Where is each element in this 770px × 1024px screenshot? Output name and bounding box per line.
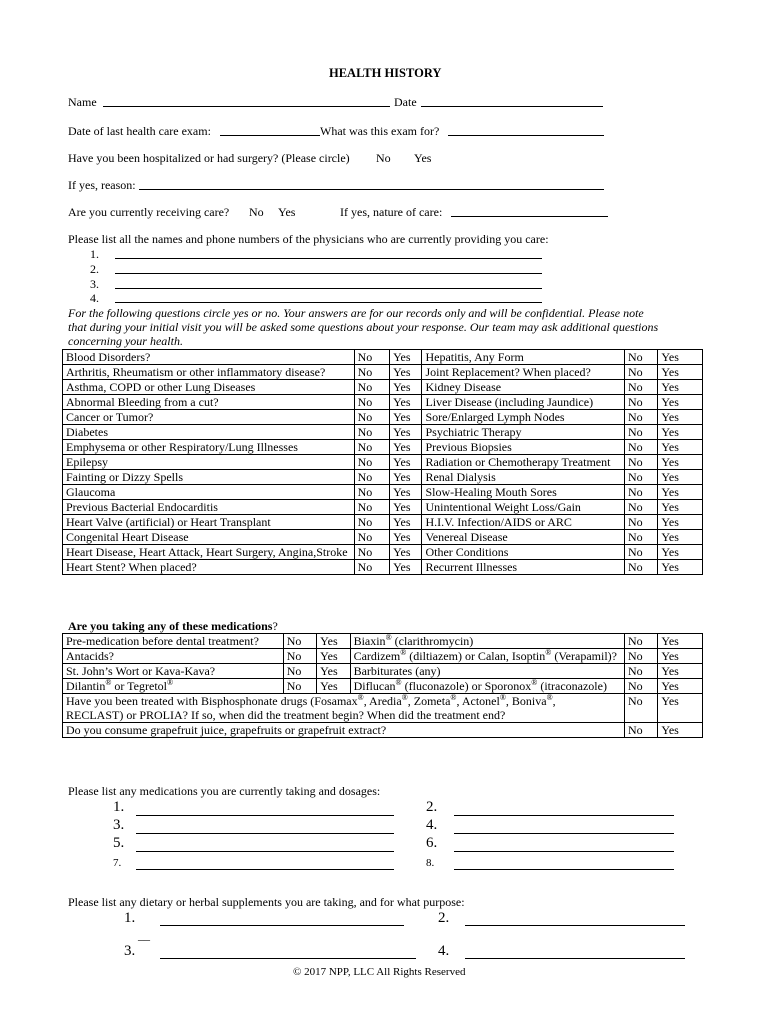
instructions-line: that during your initial visit you will be asked some questions about your response. Our team may ask additional questions	[68, 320, 659, 334]
answer-no[interactable]: No	[625, 545, 658, 560]
answer-yes[interactable]: Yes	[390, 545, 422, 560]
answer-no[interactable]: No	[354, 485, 389, 500]
answer-no[interactable]: No	[625, 440, 658, 455]
answer-yes[interactable]: Yes	[390, 440, 422, 455]
receiving-care-no[interactable]: No	[249, 205, 264, 219]
condition-label: Sore/Enlarged Lymph Nodes	[422, 410, 625, 425]
answer-no[interactable]: No	[624, 664, 657, 679]
grapefruit-question: Do you consume grapefruit juice, grapefruits or grapefruit extract?	[63, 723, 625, 738]
supplement-number: 2.	[438, 910, 450, 926]
last-exam-field[interactable]	[220, 135, 320, 136]
answer-no[interactable]: No	[283, 664, 316, 679]
condition-label: Glaucoma	[63, 485, 355, 500]
answer-no[interactable]: No	[625, 410, 658, 425]
table-row	[63, 545, 703, 560]
answer-no[interactable]: No	[625, 515, 658, 530]
answer-no[interactable]: No	[354, 365, 389, 380]
table-row	[63, 694, 703, 723]
medication-label: Biaxin® (clarithromycin)	[350, 634, 624, 649]
answer-no[interactable]: No	[283, 634, 316, 649]
answer-yes[interactable]: Yes	[390, 365, 422, 380]
medication-label: Antacids?	[63, 649, 284, 664]
answer-yes[interactable]: Yes	[658, 395, 703, 410]
answer-yes[interactable]: Yes	[390, 350, 422, 365]
hospitalized-no[interactable]: No	[376, 151, 391, 165]
answer-yes[interactable]: Yes	[390, 500, 422, 515]
answer-yes[interactable]: Yes	[390, 410, 422, 425]
receiving-care-yes[interactable]: Yes	[278, 205, 296, 219]
answer-yes[interactable]: Yes	[658, 664, 703, 679]
table-row	[63, 455, 703, 470]
medication-label: Barbiturates (any)	[350, 664, 624, 679]
answer-no[interactable]: No	[625, 350, 658, 365]
answer-no[interactable]: No	[624, 634, 657, 649]
med-line[interactable]	[136, 815, 394, 816]
bisphosphonate-question: Have you been treated with Bisphosphonate drugs (Fosamax®, Aredia®, Zometa®, Actonel®, Boniva®,	[66, 693, 556, 708]
condition-label: Joint Replacement? When placed?	[422, 365, 625, 380]
answer-no[interactable]: No	[354, 530, 389, 545]
condition-label: Venereal Disease	[422, 530, 625, 545]
answer-no[interactable]: No	[354, 350, 389, 365]
table-row	[63, 679, 703, 694]
answer-no[interactable]: No	[354, 500, 389, 515]
current-meds-prompt: Please list any medications you are currently taking and dosages:	[68, 784, 381, 798]
answer-no[interactable]: No	[625, 530, 658, 545]
condition-label: H.I.V. Infection/AIDS or ARC	[422, 515, 625, 530]
answer-no[interactable]: No	[354, 395, 389, 410]
medication-label: Cardizem® (diltiazem) or Calan, Isoptin® (Verapamil)?	[350, 649, 624, 664]
table-row	[63, 395, 703, 410]
answer-yes[interactable]: Yes	[658, 545, 703, 560]
answer-yes[interactable]: Yes	[658, 350, 703, 365]
med-line[interactable]	[454, 869, 674, 870]
answer-yes[interactable]: Yes	[658, 380, 703, 395]
instructions-line: concerning your health.	[68, 334, 183, 348]
condition-label: Liver Disease (including Jaundice)	[422, 395, 625, 410]
name-field[interactable]	[103, 106, 390, 107]
table-row	[63, 440, 703, 455]
answer-no[interactable]: No	[625, 455, 658, 470]
med-number: 1.	[113, 799, 125, 815]
page-title: HEALTH HISTORY	[329, 66, 442, 80]
answer-no[interactable]: No	[624, 649, 657, 664]
answer-yes[interactable]: Yes	[658, 440, 703, 455]
condition-label: Abnormal Bleeding from a cut?	[63, 395, 355, 410]
med-number: 8.	[426, 857, 435, 869]
answer-yes[interactable]: Yes	[658, 425, 703, 440]
answer-yes[interactable]: Yes	[390, 395, 422, 410]
condition-label: Heart Disease, Heart Attack, Heart Surgery, Angina,Stroke	[63, 545, 355, 560]
answer-no[interactable]: No	[625, 485, 658, 500]
supplement-number: 4.	[438, 943, 450, 959]
med-number: 2.	[426, 799, 438, 815]
med-line[interactable]	[136, 851, 394, 852]
condition-label: Epilepsy	[63, 455, 355, 470]
condition-label: Emphysema or other Respiratory/Lung Illnesses	[63, 440, 355, 455]
table-row	[63, 425, 703, 440]
answer-yes[interactable]: Yes	[658, 455, 703, 470]
answer-yes[interactable]: Yes	[390, 455, 422, 470]
condition-label: Cancer or Tumor?	[63, 410, 355, 425]
supplement-line[interactable]	[465, 958, 685, 959]
answer-yes[interactable]: Yes	[658, 679, 703, 694]
nature-of-care-field[interactable]	[451, 216, 608, 217]
hospitalized-label: Have you been hospitalized or had surgery? (Please circle)	[68, 151, 350, 165]
reason-field[interactable]	[139, 189, 604, 190]
table-row	[63, 410, 703, 425]
med-line[interactable]	[136, 869, 394, 870]
medication-label: Dilantin® or Tegretol®	[63, 679, 284, 694]
reason-label: If yes, reason:	[68, 178, 136, 192]
instructions-line: For the following questions circle yes or no. Your answers are for our records only and will be confidential. Please note	[68, 306, 644, 320]
answer-yes[interactable]: Yes	[658, 365, 703, 380]
answer-yes[interactable]: Yes	[658, 410, 703, 425]
answer-no[interactable]: No	[625, 500, 658, 515]
answer-yes[interactable]: Yes	[658, 470, 703, 485]
answer-yes[interactable]: Yes	[658, 530, 703, 545]
copyright-footer: © 2017 NPP, LLC All Rights Reserved	[293, 966, 466, 978]
answer-no[interactable]: No	[354, 545, 389, 560]
condition-label: Psychiatric Therapy	[422, 425, 625, 440]
physician-line[interactable]	[115, 273, 542, 274]
medication-label: Diflucan® (fluconazole) or Sporonox® (itraconazole)	[350, 679, 624, 694]
supplement-line[interactable]	[160, 958, 416, 959]
med-number: 4.	[426, 817, 438, 833]
condition-label: Asthma, COPD or other Lung Diseases	[63, 380, 355, 395]
answer-no[interactable]: No	[624, 723, 657, 738]
answer-yes[interactable]: Yes	[390, 470, 422, 485]
table-row	[63, 530, 703, 545]
date-label: Date	[394, 95, 417, 109]
answer-yes[interactable]: Yes	[390, 485, 422, 500]
condition-label: Kidney Disease	[422, 380, 625, 395]
answer-no[interactable]: No	[354, 425, 389, 440]
conditions-table	[62, 349, 703, 575]
receiving-care-label: Are you currently receiving care?	[68, 205, 230, 219]
table-row	[63, 365, 703, 380]
answer-yes[interactable]: Yes	[658, 560, 703, 575]
table-row	[63, 470, 703, 485]
physician-number: 2.	[90, 262, 99, 276]
answer-yes[interactable]: Yes	[658, 485, 703, 500]
medication-label: St. John’s Wort or Kava-Kava?	[63, 664, 284, 679]
physician-line[interactable]	[115, 302, 542, 303]
med-line[interactable]	[454, 815, 674, 816]
answer-no[interactable]: No	[354, 440, 389, 455]
med-number: 7.	[113, 857, 122, 869]
answer-no[interactable]: No	[354, 455, 389, 470]
condition-label: Fainting or Dizzy Spells	[63, 470, 355, 485]
answer-yes[interactable]: Yes	[658, 694, 703, 723]
medication-label: Pre-medication before dental treatment?	[63, 634, 284, 649]
supplement-number: 3.	[124, 943, 136, 959]
answer-no[interactable]: No	[354, 380, 389, 395]
answer-no[interactable]: No	[625, 365, 658, 380]
last-exam-label: Date of last health care exam:	[68, 124, 211, 138]
nature-of-care-label: If yes, nature of care:	[340, 205, 443, 219]
condition-label: Arthritis, Rheumatism or other inflammatory disease?	[63, 365, 355, 380]
answer-yes[interactable]: Yes	[317, 664, 350, 679]
answer-no[interactable]: No	[625, 425, 658, 440]
condition-label: Heart Valve (artificial) or Heart Transplant	[63, 515, 355, 530]
condition-label: Heart Stent? When placed?	[63, 560, 355, 575]
answer-no[interactable]: No	[283, 649, 316, 664]
answer-no[interactable]: No	[354, 515, 389, 530]
answer-yes[interactable]: Yes	[658, 515, 703, 530]
table-row	[63, 380, 703, 395]
physician-number: 4.	[90, 291, 99, 305]
condition-label: Recurrent Illnesses	[422, 560, 625, 575]
answer-yes[interactable]: Yes	[390, 515, 422, 530]
table-row	[63, 515, 703, 530]
condition-label: Previous Biopsies	[422, 440, 625, 455]
condition-label: Diabetes	[63, 425, 355, 440]
answer-yes[interactable]: Yes	[658, 634, 703, 649]
condition-label: Previous Bacterial Endocarditis	[63, 500, 355, 515]
medications-table	[62, 633, 703, 738]
physician-line[interactable]	[115, 288, 542, 289]
table-row	[63, 500, 703, 515]
condition-label: Congenital Heart Disease	[63, 530, 355, 545]
answer-yes[interactable]: Yes	[390, 560, 422, 575]
answer-no[interactable]: No	[624, 679, 657, 694]
answer-yes[interactable]: Yes	[658, 649, 703, 664]
answer-yes[interactable]: Yes	[390, 380, 422, 395]
answer-yes[interactable]: Yes	[317, 679, 350, 694]
answer-no[interactable]: No	[625, 560, 658, 575]
table-row	[63, 664, 703, 679]
answer-no[interactable]: No	[283, 679, 316, 694]
answer-yes[interactable]: Yes	[317, 634, 350, 649]
physician-number: 3.	[90, 277, 99, 291]
med-line[interactable]	[454, 851, 674, 852]
table-row	[63, 723, 703, 738]
name-label: Name	[68, 95, 97, 109]
answer-no[interactable]: No	[625, 395, 658, 410]
med-line[interactable]	[454, 833, 674, 834]
condition-label: Hepatitis, Any Form	[422, 350, 625, 365]
physician-number: 1.	[90, 247, 99, 261]
med-line[interactable]	[136, 833, 394, 834]
medications-heading: Are you taking any of these medications?	[68, 619, 278, 633]
answer-no[interactable]: No	[625, 380, 658, 395]
answer-yes[interactable]: Yes	[390, 425, 422, 440]
table-row	[63, 649, 703, 664]
physicians-prompt: Please list all the names and phone numbers of the physicians who are currently providing you care:	[68, 232, 549, 246]
supplement-line[interactable]	[465, 925, 685, 926]
answer-yes[interactable]: Yes	[390, 530, 422, 545]
condition-label: Other Conditions	[422, 545, 625, 560]
answer-no[interactable]: No	[625, 470, 658, 485]
supplement-number: 1.	[124, 910, 136, 926]
table-row	[63, 350, 703, 365]
answer-yes[interactable]: Yes	[317, 649, 350, 664]
hospitalized-yes[interactable]: Yes	[414, 151, 432, 165]
condition-label: Radiation or Chemotherapy Treatment	[422, 455, 625, 470]
answer-no[interactable]: No	[354, 560, 389, 575]
table-row	[63, 634, 703, 649]
answer-no[interactable]: No	[354, 410, 389, 425]
stray-underline: __	[138, 928, 150, 942]
supplements-prompt: Please list any dietary or herbal supplements you are taking, and for what purpose:	[68, 895, 465, 909]
answer-no[interactable]: No	[354, 470, 389, 485]
physician-line[interactable]	[115, 258, 542, 259]
condition-label: Unintentional Weight Loss/Gain	[422, 500, 625, 515]
answer-no[interactable]: No	[624, 694, 657, 723]
answer-yes[interactable]: Yes	[658, 723, 703, 738]
table-row	[63, 560, 703, 575]
answer-yes[interactable]: Yes	[658, 500, 703, 515]
exam-for-label: What was this exam for?	[320, 124, 440, 138]
supplement-line[interactable]	[160, 925, 404, 926]
med-number: 5.	[113, 835, 125, 851]
condition-label: Renal Dialysis	[422, 470, 625, 485]
bisphosphonate-question-cont: RECLAST) or PROLIA? If so, when did the treatment begin? When did the treatment end?	[66, 708, 506, 722]
exam-for-field[interactable]	[448, 135, 604, 136]
date-field[interactable]	[421, 106, 603, 107]
med-number: 3.	[113, 817, 125, 833]
table-row	[63, 485, 703, 500]
condition-label: Slow-Healing Mouth Sores	[422, 485, 625, 500]
condition-label: Blood Disorders?	[63, 350, 355, 365]
med-number: 6.	[426, 835, 438, 851]
